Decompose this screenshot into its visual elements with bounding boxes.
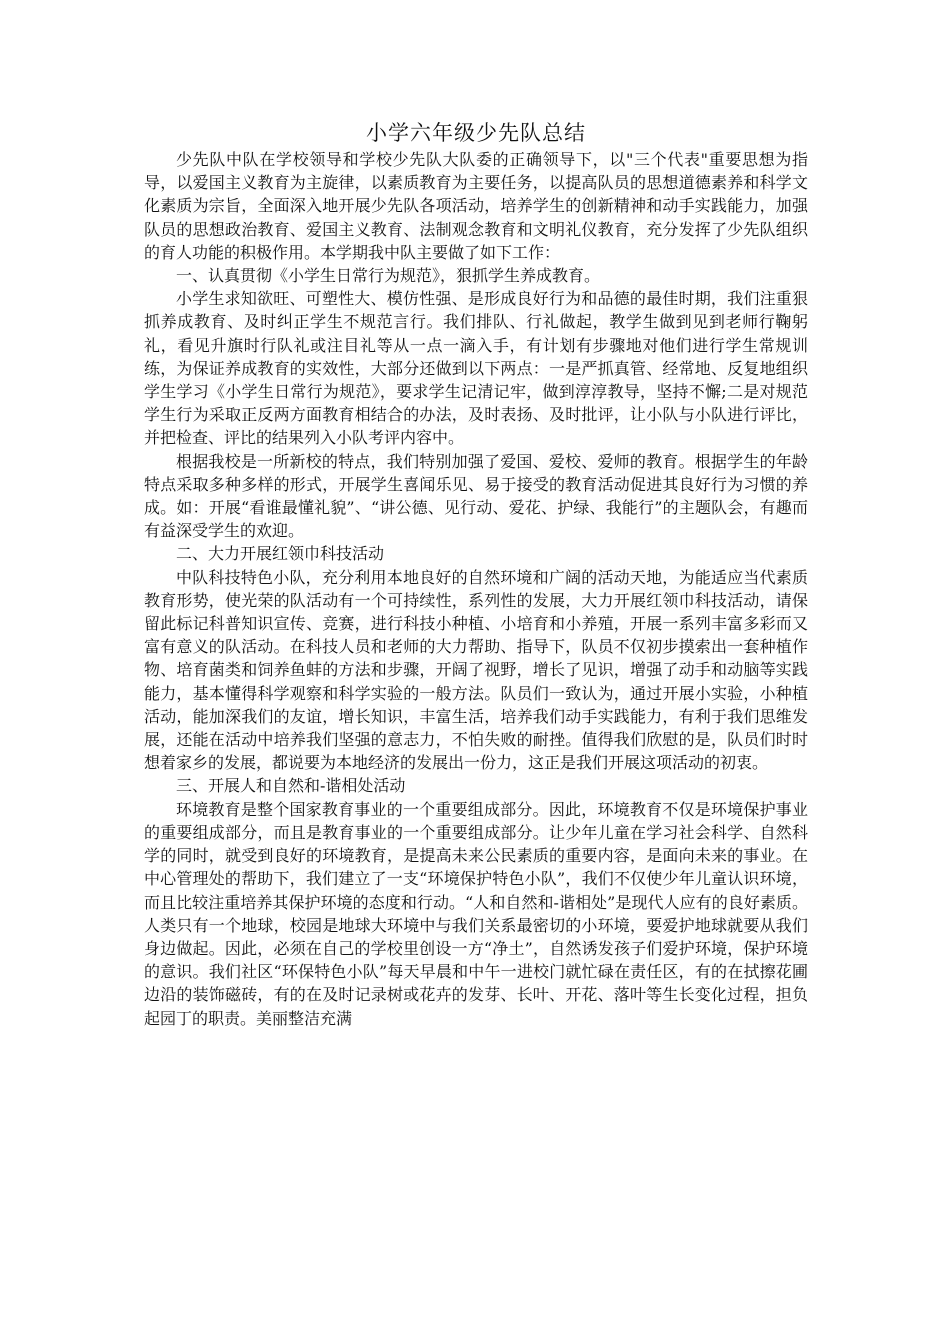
section-heading-1: 一、认真贯彻《小学生日常行为规范》，狠抓学生养成教育。	[176, 266, 601, 286]
document-page	[144, 118, 808, 1030]
section-heading-2: 二、大力开展红领巾科技活动	[176, 544, 385, 564]
body-paragraph: 小学生求知欲旺、可塑性大、模仿性强、是形成良好行为和品德的最佳时期，我们注重狠抓养成教育、及时纠正学生不规范言行。我们排队、行礼做起，教学生做到见到老师行鞠躬礼，看见升旗时行队礼或注目礼等从一点一滴入手，有计划有步骤地对他们进行学生常规训练，为保证养成教育的实效性，大部分还做到以下两点：一是严抓真管、经常地、反复地组织学生学习《小学生日常行为规范》，要求学生记清记牢，做到淳淳教导，坚持不懈;二是对规范学生行为采取正反两方面教育相结合的办法，及时表扬、及时批评，让小队与小队进行评比，并把检查、评比的结果列入小队考评内容中。	[144, 289, 808, 448]
body-paragraph: 环境教育是整个国家教育事业的一个重要组成部分。因此，环境教育不仅是环境保护事业的重要组成部分，而且是教育事业的一个重要组成部分。让少年儿童在学习社会科学、自然科学的同时，就受到良好的环境教育，是提高未来公民素质的重要内容，是面向未来的事业。在 中心管理处的帮助下，我们建立了一支“环境保护特色小队”，我们不仅使少年儿童认识环境，而且比较注重培养其保护环境的态度和行动。“人和自然和-谐相处”是现代人应有的良好素质。人类只有一个地球，校园是地球大环境中与我们关系最密切的小环境，要爱护地球就要从我们身边做起。因此，必须在自己的学校里创设一方“净土”，自然诱发孩子们爱护环境，保护环境的意识。我们社区“环保特色小队”每天早晨和中午一进校门就忙碌在责任区，有的在拭擦花圃边沿的装饰磁砖，有的在及时记录树或花卉的发芽、长叶、开花、落叶等生长变化过程，担负起园丁的职责。美丽整洁充满	[144, 799, 808, 1028]
body-paragraph: 中队科技特色小队，充分利用本地良好的自然环境和广阔的活动天地，为能适应当代素质教育形势，使光荣的队活动有一个可持续性，系列性的发展，大力开展红领巾科技活动，请保留此标记科普知识宣传、竞赛，进行科技小种植、小培育和小养殖，开展一系列丰富多彩而又富有意义的队活动。在科技人员和老师的大力帮助、指导下，队员不仅初步摸索出一套种植作物、培育菌类和饲养鱼蚌的方法和步骤，开阔了视野，增长了见识，增强了动手和动脑等实践能力，基本懂得科学观察和科学实验的一般方法。队员们一致认为，通过开展小实验，小种植活动，能加深我们的友谊，增长知识，丰富生活，培养我们动手实践能力，有利于我们思维发展，还能在活动中培养我们坚强的意志力，不怕失败的耐挫。值得我们欣慰的是，队员们时时想着家乡的发展，都说要为本地经济的发展出一份力，这正是我们开展这项活动的初衷。	[144, 567, 808, 773]
section-heading-3: 三、开展人和自然和-谐相处活动	[176, 776, 406, 796]
document-title: 小学六年级少先队总结	[366, 121, 586, 145]
body-paragraph: 根据我校是一所新校的特点，我们特别加强了爱国、爱校、爱师的教育。根据学生的年龄特点采取多种多样的形式，开展学生喜闻乐见、易于接受的教育活动促进其良好行为习惯的养成。如：开展“看谁最懂礼貌”、“讲公德、见行动、爱花、护绿、我能行”的主题队会，有趣而有益深受学生的欢迎。	[144, 451, 808, 541]
intro-paragraph: 少先队中队在学校领导和学校少先队大队委的正确领导下，以"三个代表"重要思想为指导，以爱国主义教育为主旋律，以素质教育为主要任务，以提高队员的思想道德素养和科学文化素质为宗旨，全面深入地开展少先队各项活动，培养学生的创新精神和动手实践能力，加强队员的思想政治教育、爱国主义教育、法制观念教育和文明礼仪教育，充分发挥了少先队组织的育人功能的积极作用。本学期我中队主要做了如下工作：	[144, 150, 808, 262]
